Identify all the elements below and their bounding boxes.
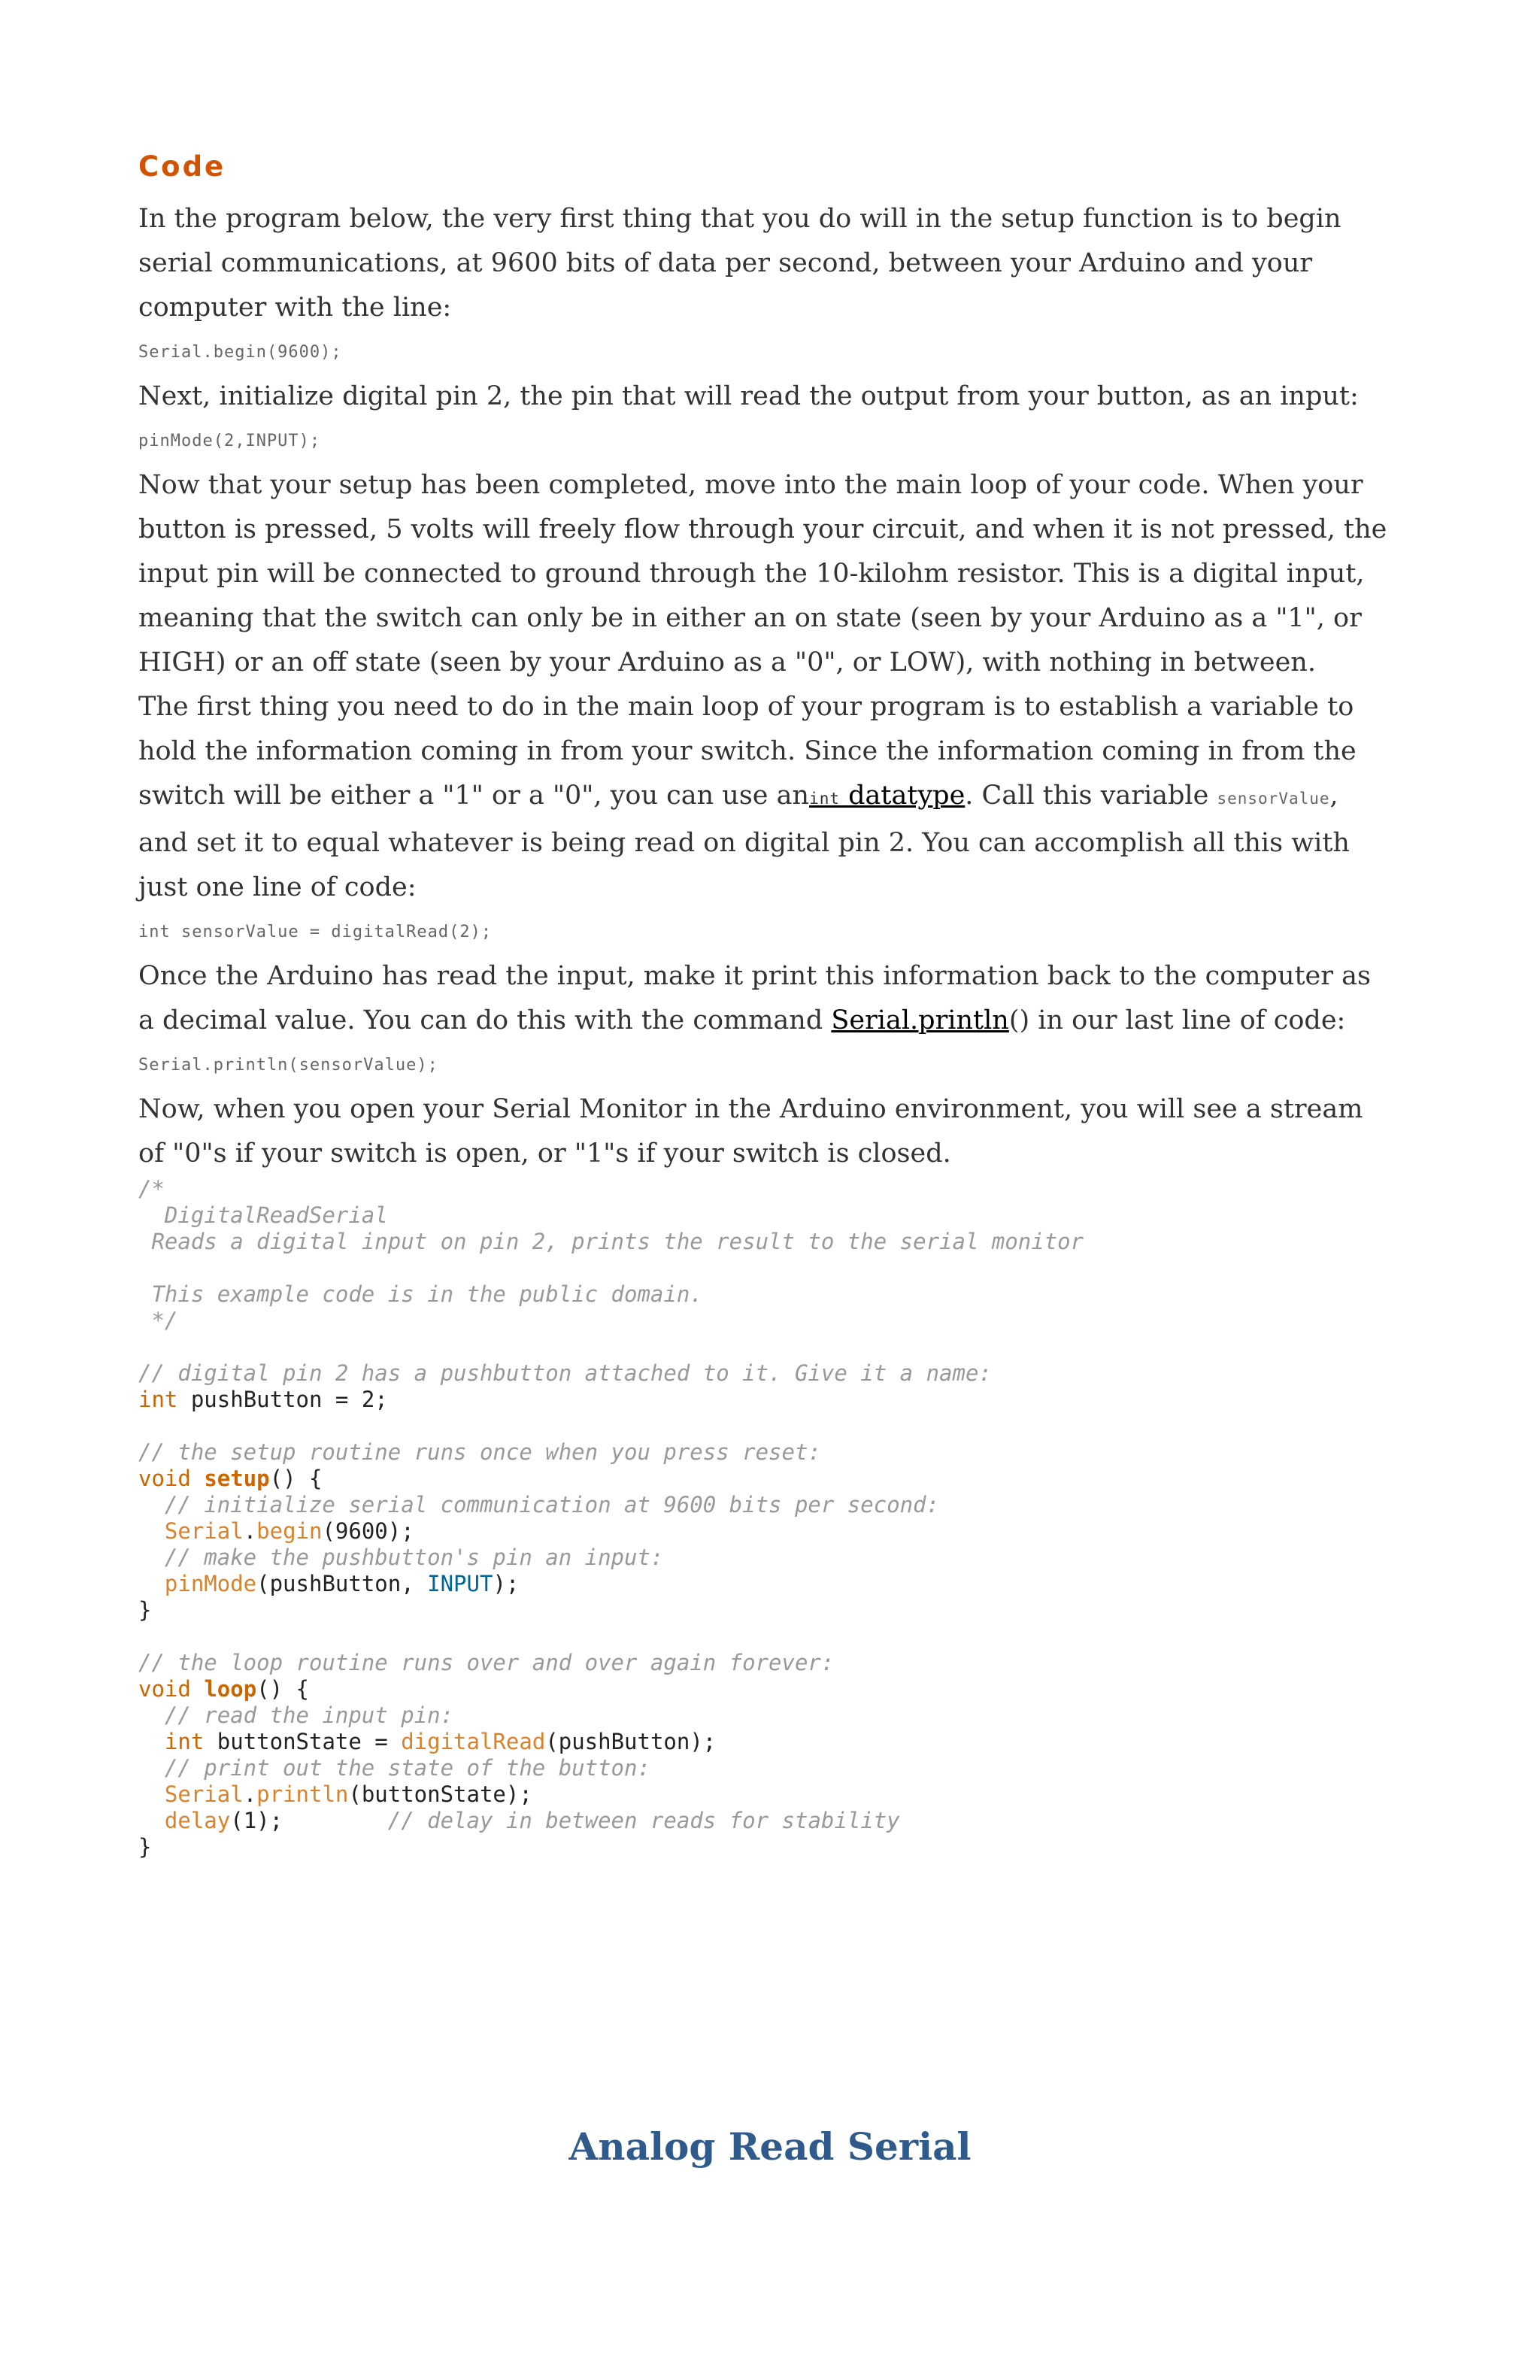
- code-snippet-println: Serial.println(sensorValue);: [138, 1056, 438, 1075]
- datatype-link-code: int: [809, 790, 840, 808]
- code-line: Reads a digital input on pin 2, prints the result to the serial monitor: [138, 1229, 1084, 1254]
- code-line: /*: [138, 1176, 165, 1202]
- code-line: [138, 1334, 1394, 1360]
- code-line: [138, 1466, 1394, 1492]
- paragraph-pin-init: Next, initialize digital pin 2, the pin that will read the output from your button, as an input:: [138, 381, 1359, 411]
- code-line: // the setup routine runs once when you press reset:: [138, 1439, 821, 1465]
- code-line: }: [138, 1834, 152, 1860]
- code-token-function: pinMode: [164, 1571, 257, 1596]
- code-line: [138, 1624, 1394, 1650]
- code-token-keyword: int: [138, 1387, 178, 1412]
- code-line: [138, 1808, 1394, 1834]
- code-snippet-pinmode: pinMode(2,INPUT);: [138, 432, 321, 450]
- paragraph-serial-monitor: Now, when you open your Serial Monitor in the Arduino environment, you will see a stream of "0"s if your switch is open, or "1"s if your switch is closed.: [138, 1094, 1363, 1169]
- code-line: DigitalReadSerial: [138, 1202, 388, 1228]
- inline-code-sensorvalue: sensorValue: [1217, 790, 1330, 808]
- code-line: [138, 1255, 1394, 1281]
- serial-println-link[interactable]: Serial.println: [831, 1005, 1009, 1035]
- code-token-object: Serial: [164, 1518, 244, 1544]
- code-token: pushButton = 2;: [177, 1387, 388, 1412]
- code-line: */: [138, 1308, 178, 1333]
- paragraph-variable-text-c: , and set it to equal whatever is being read on digital pin 2. You can accomplish all this with just one line of code:: [138, 781, 1350, 902]
- code-token-function: setup: [204, 1466, 270, 1491]
- code-line: }: [138, 1597, 152, 1623]
- code-line: [138, 1729, 1394, 1755]
- code-token-constant: INPUT: [427, 1571, 493, 1596]
- paragraph-variable-text-b: . Call this variable: [965, 781, 1217, 811]
- code-token: .: [243, 1781, 257, 1807]
- code-line: [138, 1571, 1394, 1597]
- paragraph-main-loop: Now that your setup has been completed, move into the main loop of your code. When your button is pressed, 5 volts will freely flow through your circuit, and when it is not pressed, the input pin will be connected to ground through the 10-kilohm resistor. This is a digital input, meaning that the switch can only be in either an on state (seen by your Arduino as a "1", or HIGH) or an off state (seen by your Arduino as a "0", or LOW), with nothing in between.: [138, 470, 1387, 678]
- code-line: // read the input pin:: [138, 1702, 454, 1728]
- code-token-function: println: [256, 1781, 349, 1807]
- code-token-function: loop: [204, 1676, 257, 1702]
- code-line: [138, 1518, 1394, 1545]
- paragraph-print: [138, 954, 1394, 1043]
- document-page: [138, 147, 1394, 1860]
- code-token: (buttonState);: [348, 1781, 532, 1807]
- code-token: (9600);: [322, 1518, 414, 1544]
- paragraph-serial-intro: In the program below, the very first thing that you do will in the setup function is to begin serial communications, at 9600 bits of data per second, between your Arduino and your computer with the line:: [138, 204, 1341, 323]
- code-line: // digital pin 2 has a pushbutton attached to it. Give it a name:: [138, 1360, 992, 1386]
- code-token: () {: [256, 1676, 309, 1702]
- code-token-function: begin: [256, 1518, 323, 1544]
- code-line: // the loop routine runs over and over again forever:: [138, 1650, 835, 1675]
- code-line: // print out the state of the button:: [138, 1755, 650, 1781]
- code-token-comment: // delay in between reads for stability: [387, 1808, 900, 1833]
- code-token: (pushButton);: [545, 1729, 717, 1754]
- code-snippet-digitalread: int sensorValue = digitalRead(2);: [138, 923, 493, 941]
- code-listing: [138, 1176, 1394, 1860]
- code-line: [138, 1387, 1394, 1413]
- code-line: // make the pushbutton's pin an input:: [138, 1545, 664, 1570]
- code-token: );: [493, 1571, 520, 1596]
- code-token-object: Serial: [164, 1781, 244, 1807]
- section-heading-analog-read-serial: Analog Read Serial: [568, 2124, 972, 2169]
- section-heading-code: Code: [138, 150, 226, 183]
- code-token: .: [243, 1518, 257, 1544]
- code-token: buttonState =: [204, 1729, 402, 1754]
- code-snippet-serial-begin: Serial.begin(9600);: [138, 343, 342, 362]
- code-line: [138, 1413, 1394, 1439]
- code-token: (pushButton,: [256, 1571, 428, 1596]
- paragraph-print-text-b: () in our last line of code:: [1008, 1005, 1346, 1035]
- paragraph-variable: [138, 685, 1394, 910]
- code-token-function: delay: [164, 1808, 231, 1833]
- datatype-link-text: datatype: [840, 781, 966, 811]
- code-token-function: digitalRead: [401, 1729, 546, 1754]
- code-line: // initialize serial communication at 9600 bits per second:: [138, 1492, 940, 1517]
- code-line: This example code is in the public domain.: [138, 1281, 703, 1307]
- paragraph-variable-text-a: The first thing you need to do in the main loop of your program is to establish a variable to hold the information coming in from your switch. Since the information coming in from the switch will be either a "1" or a "0", you can use an: [138, 692, 1357, 811]
- code-line: [138, 1781, 1394, 1808]
- code-line: [138, 1676, 1394, 1702]
- code-token: (1);: [230, 1808, 388, 1833]
- code-token-keyword: void: [138, 1676, 191, 1702]
- datatype-link[interactable]: [809, 781, 965, 811]
- paragraph-print-text-a: Once the Arduino has read the input, make it print this information back to the computer as a decimal value. You can do this with the command: [138, 961, 1371, 1035]
- code-token: () {: [269, 1466, 323, 1491]
- code-token-keyword: int: [164, 1729, 205, 1754]
- code-token-keyword: void: [138, 1466, 191, 1491]
